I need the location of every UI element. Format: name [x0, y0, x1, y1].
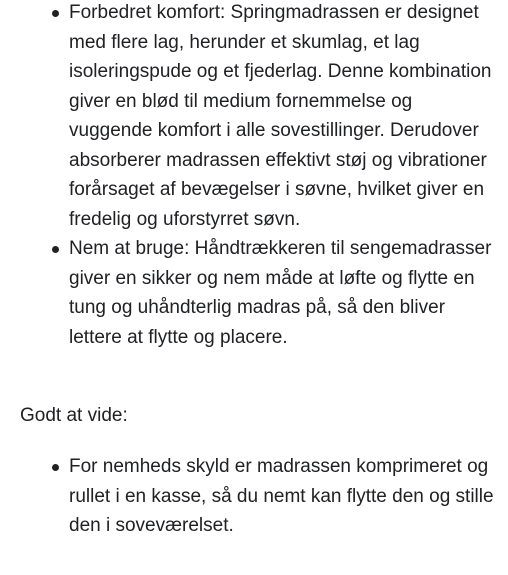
- list-item: [0, 0, 508, 234]
- bullet-icon: [52, 464, 59, 471]
- list-item: [0, 452, 508, 541]
- good-to-know-label: Godt at vide:: [20, 405, 128, 426]
- list-item: [0, 234, 508, 352]
- list-item-text: Forbedret komfort: Springmadrassen er designet med flere lag, herunder et skumlag, et lag isoleringspude og et fjederlag. Denne kombination giver en blød til medium fornemmelse og vuggende komfort i alle sovestillinger. Derudover absorberer madrassen effektivt støj og vibrationer forårsaget af bevægelser i søvne, hvilket giver en fredelig og uforstyrret søvn.: [69, 2, 492, 230]
- bullet-icon: [52, 10, 59, 17]
- list-item-text: Nem at bruge: Håndtrækkeren til sengemadrasser giver en sikker og nem måde at løfte og flytte en tung og uhåndterlig madras på, så den bliver lettere at flytte og placere.: [69, 238, 492, 348]
- bullet-icon: [52, 246, 59, 253]
- list-item-text: For nemheds skyld er madrassen komprimeret og rullet i en kasse, så du nemt kan flytte den og stille den i soveværelset.: [69, 456, 494, 536]
- good-to-know-list: [0, 452, 508, 541]
